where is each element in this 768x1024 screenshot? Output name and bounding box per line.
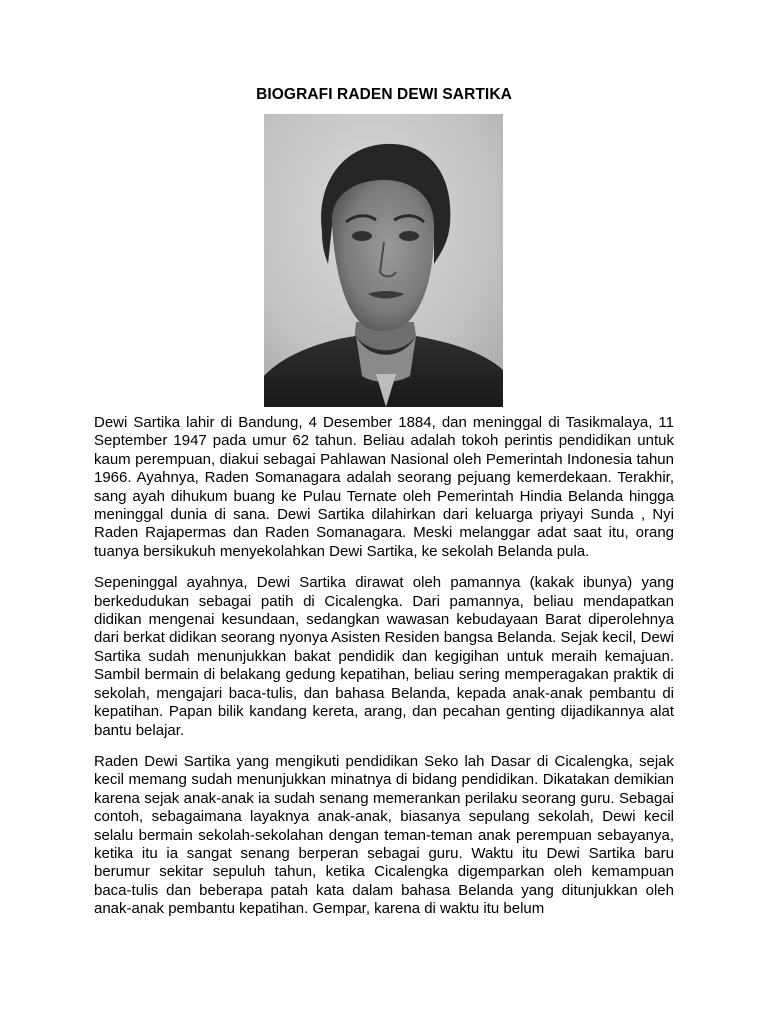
paragraph-1: Dewi Sartika lahir di Bandung, 4 Desember 1884, dan meninggal di Tasikmalaya, 11 September 1947 pada umur 62 tahun. Beliau adalah tokoh perintis pendidikan untuk kaum perempuan, diakui sebagai Pahlawan Nasional oleh Pemerintah Indonesia tahun 1966. Ayahnya, Raden Somanagara adalah seorang pejuang kemerdekaan. Terakhir, sang ayah dihukum buang ke Pulau Ternate oleh Pemerintah Hindia Belanda hingga meninggal dunia di sana. Dewi Sartika dilahirkan dari keluarga priyayi Sunda , Nyi Raden Rajapermas dan Raden Somanagara. Meski melanggar adat saat itu, orang tuanya bersikukuh menyekolahkan Dewi Sartika, ke sekolah Belanda pula. <box>94 414 674 560</box>
document-title: BIOGRAFI RADEN DEWI SARTIKA <box>256 86 512 103</box>
paragraph-3: Raden Dewi Sartika yang mengikuti pendidikan Seko lah Dasar di Cicalengka, sejak kecil memang sudah menunjukkan minatnya di bidang pendidikan. Dikatakan demikian karena sejak anak-anak ia sudah senang memerankan perilaku seorang guru. Sebagai contoh, sebagaimana layaknya anak-anak, biasanya sepulang sekolah, Dewi kecil selalu bermain sekolah-sekolahan dengan teman-teman anak perempuan sebayanya, ketika itu ia sangat senang berperan sebagai guru. Waktu itu Dewi Sartika baru berumur sekitar sepuluh tahun, ketika Cicalengka digemparkan oleh kemampuan baca-tulis dan beberapa patah kata dalam bahasa Belanda yang ditunjukkan oleh anak-anak pembantu kepatihan. Gempar, karena di waktu itu belum <box>94 752 674 918</box>
body-text <box>94 414 674 932</box>
portrait-photo <box>264 114 503 407</box>
paragraph-2: Sepeninggal ayahnya, Dewi Sartika dirawat oleh pamannya (kakak ibunya) yang berkedudukan sebagai patih di Cicalengka. Dari pamannya, beliau mendapatkan didikan mengenai kesundaan, sedangkan wawasan kebudayaan Barat diperolehnya dari berkat didikan seorang nyonya Asisten Residen bangsa Belanda. Sejak kecil, Dewi Sartika sudah menunjukkan bakat pendidik dan kegigihan untuk meraih kemajuan. Sambil bermain di belakang gedung kepatihan, beliau sering memperagakan praktik di sekolah, mengajari baca-tulis, dan bahasa Belanda, kepada anak-anak pembantu di kepatihan. Papan bilik kandang kereta, arang, dan pecahan genting dijadikannya alat bantu belajar. <box>94 574 674 739</box>
